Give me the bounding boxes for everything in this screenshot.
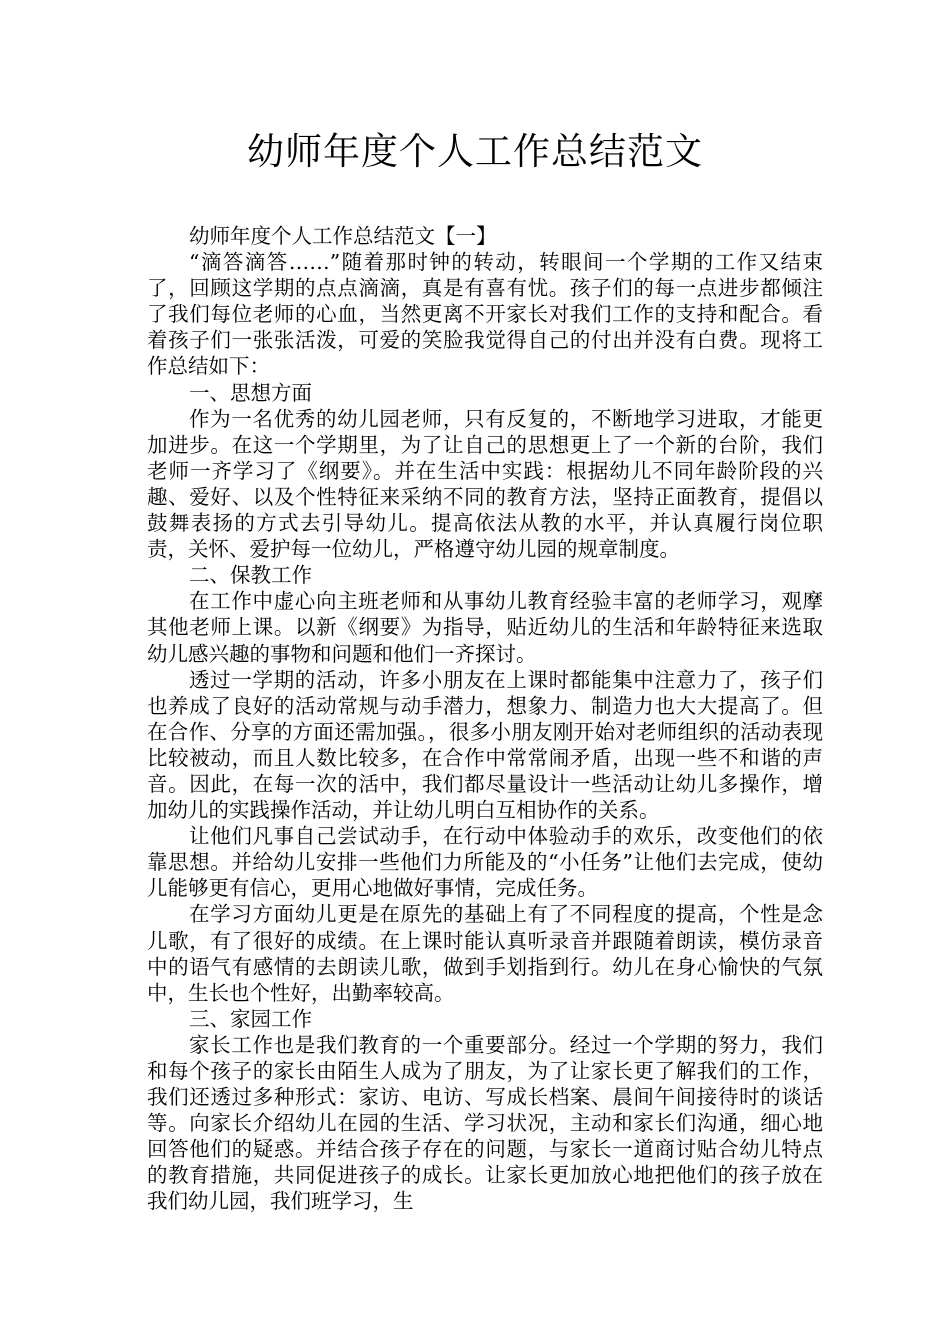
section-heading: 三、家园工作: [189, 1006, 313, 1031]
section-heading: 一、思想方面: [189, 380, 313, 405]
paragraph: 家长工作也是我们教育的一个重要部分。经过一个学期的努力，我们和每个孩子的家长由陌生人成为了朋友，为了让家长更了解我们的工作，我们还透过多种形式：家访、电访、写成长档案、晨间午间接待时的谈话等。向家长介绍幼儿在园的生活、学习状况，主动和家长们沟通，细心地回答他们的疑惑。并结合孩子存在的问题，与家长一道商讨贴合幼儿特点的教育措施，共同促进孩子的成长。让家长更加放心地把他们的孩子放在我们幼儿园，我们班学习，生: [147, 1032, 823, 1214]
section-heading: 二、保教工作: [189, 563, 313, 588]
paragraph: “滴答滴答……”随着那时钟的转动，转眼间一个学期的工作又结束了，回顾这学期的点点滴滴，真是有喜有忧。孩子们的每一点进步都倾注了我们每位老师的心血，当然更离不开家长对我们工作的支持和配合。看着孩子们一张张活泼，可爱的笑脸我觉得自己的付出并没有白费。现将工作总结如下：: [147, 250, 823, 379]
document-subtitle: 幼师年度个人工作总结范文【一】: [189, 224, 497, 248]
document-title: 幼师年度个人工作总结范文: [247, 130, 703, 173]
document-body: [147, 223, 823, 1215]
paragraph: 让他们凡事自己尝试动手，在行动中体验动手的欢乐，改变他们的依靠思想。并给幼儿安排一些他们力所能及的“小任务”让他们去完成，使幼儿能够更有信心，更用心地做好事情，完成任务。: [147, 824, 823, 901]
paragraph: 在学习方面幼儿更是在原先的基础上有了不同程度的提高，个性是念儿歌，有了很好的成绩。在上课时能认真听录音并跟随着朗读，模仿录音中的语气有感情的去朗读儿歌，做到手划指到行。幼儿在身心愉快的气氛中，生长也个性好，出勤率较高。: [147, 902, 823, 1005]
paragraph: 作为一名优秀的幼儿园老师，只有反复的，不断地学习进取，才能更加进步。在这一个学期里，为了让自己的思想更上了一个新的台阶，我们老师一齐学习了《纲要》。并在生活中实践：根据幼儿不同年龄阶段的兴趣、爱好、以及个性特征来采纳不同的教育方法，坚持正面教育，提倡以鼓舞表扬的方式去引导幼儿。提高依法从教的水平，并认真履行岗位职责，关怀、爱护每一位幼儿，严格遵守幼儿园的规章制度。: [147, 406, 823, 562]
paragraph: 在工作中虚心向主班老师和从事幼儿教育经验丰富的老师学习，观摩其他老师上课。以新《纲要》为指导，贴近幼儿的生活和年龄特征来选取幼儿感兴趣的事物和问题和他们一齐探讨。: [147, 589, 823, 666]
paragraph: 透过一学期的活动，许多小朋友在上课时都能集中注意力了，孩子们也养成了良好的活动常规与动手潜力，想象力、制造力也大大提高了。但在合作、分享的方面还需加强。，很多小朋友刚开始对老师组织的活动表现比较被动，而且人数比较多，在合作中常常闹矛盾，出现一些不和谐的声音。因此，在每一次的活中，我们都尽量设计一些活动让幼儿多操作，增加幼儿的实践操作活动，并让幼儿明白互相协作的关系。: [147, 667, 823, 823]
